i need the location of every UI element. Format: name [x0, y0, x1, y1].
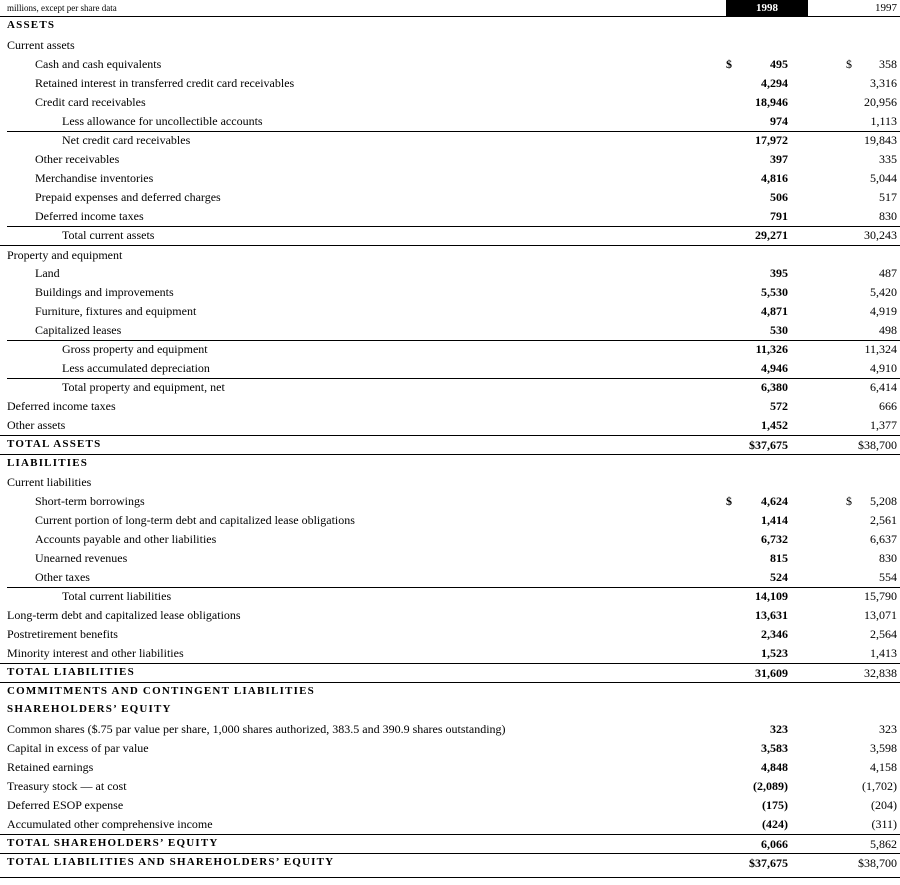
amount: 3,598	[870, 741, 897, 755]
amount: 5,530	[761, 285, 788, 299]
table-row	[0, 378, 900, 397]
amount: 323	[879, 722, 897, 736]
amount: 358	[879, 57, 897, 71]
value-1997	[808, 209, 897, 224]
amount: 517	[879, 190, 897, 204]
amount: 487	[879, 266, 897, 280]
amount: $37,675	[749, 856, 788, 870]
value-1998	[726, 551, 788, 566]
amount: 5,044	[870, 171, 897, 185]
subtotal-rule	[7, 131, 900, 132]
table-row	[0, 283, 900, 302]
amount: 1,113	[870, 114, 897, 128]
amount: (2,089)	[753, 779, 788, 793]
value-1997	[808, 666, 897, 681]
value-1997	[808, 285, 897, 300]
row-label: Short-term borrowings	[35, 494, 145, 508]
amount: 2,564	[870, 627, 897, 641]
amount: $38,700	[858, 856, 897, 870]
amount: (204)	[871, 798, 897, 812]
table-row	[0, 150, 900, 169]
amount: 974	[770, 114, 788, 128]
value-1998	[726, 779, 788, 794]
row-label: Credit card receivables	[35, 95, 146, 109]
amount: 20,956	[864, 95, 897, 109]
amount: 323	[770, 722, 788, 736]
value-1998	[726, 361, 788, 376]
value-1997	[808, 627, 897, 642]
value-1997	[808, 513, 897, 528]
value-1998	[726, 57, 788, 72]
table-row	[0, 777, 900, 796]
value-1997	[808, 114, 897, 129]
row-label: Other receivables	[35, 152, 120, 166]
table-row	[0, 663, 900, 682]
value-1998	[726, 532, 788, 547]
value-1997	[808, 798, 897, 813]
table-row	[0, 245, 900, 264]
row-label: Cash and cash equivalents	[35, 57, 162, 71]
value-1997	[808, 399, 897, 414]
column-header-1997: 1997	[875, 2, 897, 14]
amount: 395	[770, 266, 788, 280]
row-label: Deferred income taxes	[7, 399, 116, 413]
amount: 31,609	[755, 666, 788, 680]
value-1998	[726, 323, 788, 338]
row-label: Long-term debt and capitalized lease obligations	[7, 608, 241, 622]
table-row	[0, 340, 900, 359]
subtotal-rule	[7, 378, 900, 379]
value-1997	[808, 57, 897, 72]
table-row	[0, 739, 900, 758]
row-label: Minority interest and other liabilities	[7, 646, 184, 660]
amount: 17,972	[755, 133, 788, 147]
row-label: Gross property and equipment	[62, 342, 208, 356]
amount: 4,848	[761, 760, 788, 774]
amount: $37,675	[749, 438, 788, 452]
row-label: Current assets	[7, 38, 75, 52]
amount: 30,243	[864, 228, 897, 242]
amount: 1,523	[761, 646, 788, 660]
row-label: Less accumulated depreciation	[62, 361, 210, 375]
value-1997	[808, 152, 897, 167]
row-label: Total property and equipment, net	[62, 380, 225, 394]
row-label: ASSETS	[7, 19, 56, 31]
value-1998	[726, 760, 788, 775]
value-1997	[808, 837, 897, 852]
amount: 19,843	[864, 133, 897, 147]
table-row	[0, 473, 900, 492]
table-row	[0, 682, 900, 701]
amount: 6,637	[870, 532, 897, 546]
value-1998	[726, 856, 788, 871]
amount: 4,871	[761, 304, 788, 318]
table-row	[0, 131, 900, 150]
amount: 506	[770, 190, 788, 204]
value-1997	[808, 856, 897, 871]
row-label: Net credit card receivables	[62, 133, 191, 147]
amount: 3,583	[761, 741, 788, 755]
value-1997	[808, 380, 897, 395]
amount: 335	[879, 152, 897, 166]
amount: 830	[879, 551, 897, 565]
table-row	[0, 568, 900, 587]
amount: 11,326	[755, 342, 788, 356]
table-row	[0, 834, 900, 853]
row-label: Land	[35, 266, 60, 280]
value-1997	[808, 570, 897, 585]
table-body	[0, 17, 900, 872]
amount: (175)	[762, 798, 788, 812]
amount: 5,420	[870, 285, 897, 299]
table-row	[0, 853, 900, 872]
row-label: Deferred ESOP expense	[7, 798, 124, 812]
table-row	[0, 720, 900, 739]
value-1998	[726, 380, 788, 395]
value-1997	[808, 133, 897, 148]
value-1997	[808, 342, 897, 357]
value-1998	[726, 837, 788, 852]
value-1998	[726, 418, 788, 433]
row-label: TOTAL LIABILITIES	[7, 666, 135, 678]
table-row	[0, 587, 900, 606]
amount: 5,862	[870, 837, 897, 851]
value-1998	[726, 342, 788, 357]
table-row	[0, 435, 900, 454]
amount: (424)	[762, 817, 788, 831]
value-1997	[808, 438, 897, 453]
subtotal-rule	[7, 587, 900, 588]
value-1998	[726, 608, 788, 623]
value-1997	[808, 494, 897, 509]
amount: (1,702)	[862, 779, 897, 793]
amount: 6,380	[761, 380, 788, 394]
amount: 554	[879, 570, 897, 584]
row-label: Treasury stock — at cost	[7, 779, 127, 793]
amount: 1,413	[870, 646, 897, 660]
table-row	[0, 321, 900, 340]
amount: 495	[770, 57, 788, 71]
table-row	[0, 74, 900, 93]
value-1997	[808, 418, 897, 433]
value-1998	[726, 152, 788, 167]
amount: 6,066	[761, 837, 788, 851]
row-label: SHAREHOLDERS’ EQUITY	[7, 703, 172, 715]
value-1997	[808, 589, 897, 604]
amount: 666	[879, 399, 897, 413]
column-header-1998: 1998	[726, 0, 808, 16]
value-1998	[726, 190, 788, 205]
table-row	[0, 302, 900, 321]
amount: 524	[770, 570, 788, 584]
table-row	[0, 796, 900, 815]
value-1998	[726, 666, 788, 681]
table-row	[0, 226, 900, 245]
value-1998	[726, 171, 788, 186]
value-1998	[726, 722, 788, 737]
value-1998	[726, 114, 788, 129]
table-row	[0, 530, 900, 549]
table-row	[0, 207, 900, 226]
table-row	[0, 701, 900, 720]
value-1997	[808, 171, 897, 186]
value-1998	[726, 513, 788, 528]
amount: 5,208	[870, 494, 897, 508]
value-1998	[726, 741, 788, 756]
amount: 4,919	[870, 304, 897, 318]
value-1997	[808, 551, 897, 566]
value-1998	[726, 570, 788, 585]
value-1998	[726, 209, 788, 224]
value-1997	[808, 532, 897, 547]
row-label: Deferred income taxes	[35, 209, 144, 223]
table-row	[0, 188, 900, 207]
value-1997	[808, 722, 897, 737]
row-label: Retained earnings	[7, 760, 94, 774]
table-row	[0, 492, 900, 511]
value-1997	[808, 361, 897, 376]
table-row	[0, 169, 900, 188]
amount: 572	[770, 399, 788, 413]
amount: 6,732	[761, 532, 788, 546]
amount: 4,816	[761, 171, 788, 185]
table-row	[0, 549, 900, 568]
value-1998	[726, 494, 788, 509]
value-1998	[726, 817, 788, 832]
amount: 3,316	[870, 76, 897, 90]
amount: 4,294	[761, 76, 788, 90]
value-1998	[726, 438, 788, 453]
row-label: Prepaid expenses and deferred charges	[35, 190, 221, 204]
amount: 4,624	[761, 494, 788, 508]
table-row	[0, 625, 900, 644]
subtotal-rule	[7, 340, 900, 341]
amount: 4,158	[870, 760, 897, 774]
row-label: Property and equipment	[7, 248, 123, 262]
row-label: Current portion of long-term debt and capitalized lease obligations	[35, 513, 355, 527]
value-1997	[808, 741, 897, 756]
row-label: Retained interest in transferred credit card receivables	[35, 76, 295, 90]
bottom-rule	[0, 877, 900, 878]
amount: 1,452	[761, 418, 788, 432]
value-1998	[726, 399, 788, 414]
table-row	[0, 815, 900, 834]
table-row	[0, 112, 900, 131]
table-row	[0, 416, 900, 435]
row-label: Accumulated other comprehensive income	[7, 817, 213, 831]
row-label: Other assets	[7, 418, 66, 432]
value-1998	[726, 589, 788, 604]
amount: 18,946	[755, 95, 788, 109]
table-row	[0, 454, 900, 473]
row-label: Postretirement benefits	[7, 627, 118, 641]
amount: 4,910	[870, 361, 897, 375]
value-1998	[726, 266, 788, 281]
value-1997	[808, 76, 897, 91]
amount: 498	[879, 323, 897, 337]
amount: 13,071	[864, 608, 897, 622]
amount: 32,838	[864, 666, 897, 680]
table-row	[0, 55, 900, 74]
amount: 14,109	[755, 589, 788, 603]
amount: 29,271	[755, 228, 788, 242]
row-label: Unearned revenues	[35, 551, 128, 565]
amount: 6,414	[870, 380, 897, 394]
value-1997	[808, 323, 897, 338]
amount: 2,561	[870, 513, 897, 527]
value-1997	[808, 304, 897, 319]
table-row	[0, 36, 900, 55]
amount: 1,377	[870, 418, 897, 432]
amount: 2,346	[761, 627, 788, 641]
value-1997	[808, 779, 897, 794]
value-1998	[726, 133, 788, 148]
row-label: LIABILITIES	[7, 457, 89, 469]
currency-symbol: $	[846, 57, 852, 71]
amount: 11,324	[864, 342, 897, 356]
value-1997	[808, 646, 897, 661]
value-1998	[726, 646, 788, 661]
table-row	[0, 606, 900, 625]
value-1998	[726, 798, 788, 813]
amount: 1,414	[761, 513, 788, 527]
currency-symbol: $	[726, 57, 732, 71]
subtotal-rule	[7, 226, 900, 227]
row-label: Total current liabilities	[62, 589, 172, 603]
row-label: Merchandise inventories	[35, 171, 154, 185]
row-label: Other taxes	[35, 570, 90, 584]
row-label: Capital in excess of par value	[7, 741, 149, 755]
value-1998	[726, 285, 788, 300]
amount: 13,631	[755, 608, 788, 622]
value-1998	[726, 95, 788, 110]
value-1998	[726, 228, 788, 243]
value-1997	[808, 95, 897, 110]
table-row	[0, 758, 900, 777]
value-1997	[808, 266, 897, 281]
amount: 397	[770, 152, 788, 166]
value-1998	[726, 304, 788, 319]
currency-symbol: $	[726, 494, 732, 508]
row-label: Total current assets	[62, 228, 155, 242]
amount: 4,946	[761, 361, 788, 375]
row-label: Current liabilities	[7, 475, 92, 489]
table-row	[0, 93, 900, 112]
row-label: COMMITMENTS AND CONTINGENT LIABILITIES	[7, 685, 315, 697]
value-1997	[808, 760, 897, 775]
table-row	[0, 397, 900, 416]
row-label: TOTAL LIABILITIES AND SHAREHOLDERS’ EQUITY	[7, 856, 335, 868]
amount: 791	[770, 209, 788, 223]
value-1997	[808, 190, 897, 205]
row-label: Capitalized leases	[35, 323, 122, 337]
table-row	[0, 264, 900, 283]
row-label: Furniture, fixtures and equipment	[35, 304, 197, 318]
row-label: TOTAL ASSETS	[7, 438, 102, 450]
amount: $38,700	[858, 438, 897, 452]
amount: (311)	[871, 817, 897, 831]
row-label: Less allowance for uncollectible accounts	[62, 114, 263, 128]
value-1998	[726, 627, 788, 642]
units-note: millions, except per share data	[7, 3, 117, 13]
amount: 830	[879, 209, 897, 223]
amount: 530	[770, 323, 788, 337]
amount: 815	[770, 551, 788, 565]
row-label: Common shares ($.75 par value per share, 1,000 shares authorized, 383.5 and 390.9 shares outstanding)	[7, 722, 506, 736]
table-row	[0, 511, 900, 530]
value-1997	[808, 817, 897, 832]
table-header	[0, 0, 900, 17]
amount: 15,790	[864, 589, 897, 603]
value-1998	[726, 76, 788, 91]
value-1997	[808, 608, 897, 623]
row-label: Accounts payable and other liabilities	[35, 532, 217, 546]
row-label: TOTAL SHAREHOLDERS’ EQUITY	[7, 837, 219, 849]
table-row	[0, 644, 900, 663]
currency-symbol: $	[846, 494, 852, 508]
table-row	[0, 17, 900, 36]
row-label: Buildings and improvements	[35, 285, 174, 299]
value-1997	[808, 228, 897, 243]
table-row	[0, 359, 900, 378]
